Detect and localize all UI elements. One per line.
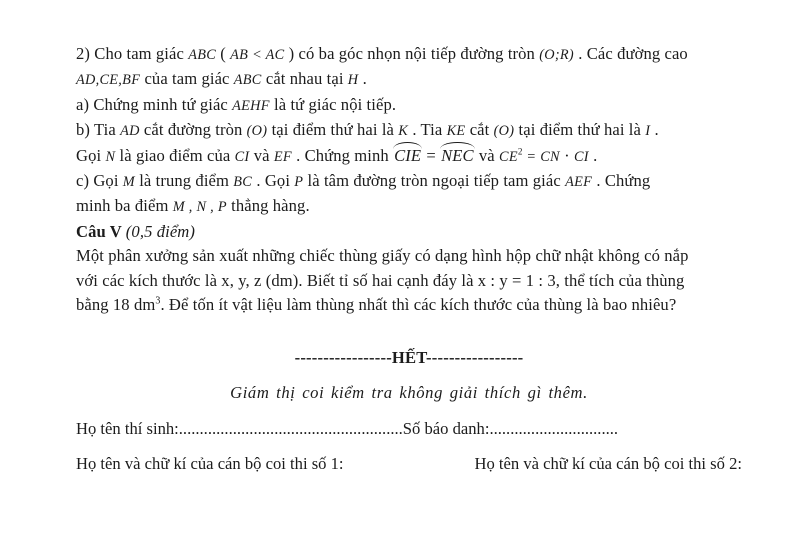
text-run: CI (234, 148, 250, 165)
text-run: là giao điểm của (115, 145, 235, 165)
text-run: . Chứng minh (291, 145, 394, 165)
text-run: BC (233, 174, 253, 191)
cau-v-line-3 (76, 293, 742, 317)
text-run: = (422, 145, 441, 165)
text-run: AEF (565, 174, 593, 191)
text-run: . Để tốn ít vật liệu làm thùng nhất thì các kích thước của thùng là bao nhiêu? (160, 295, 677, 315)
text-run: là tâm đường tròn ngoại tiếp tam giác (303, 171, 566, 191)
text-run: . Gọi (252, 171, 295, 191)
text-run: N (105, 148, 116, 165)
text-run: H (347, 72, 359, 89)
text-run: EF (273, 148, 292, 165)
text-run: cắt đường tròn (139, 120, 247, 140)
text-run: tại điểm thứ hai là (267, 120, 399, 140)
text-run: . Các đường cao (573, 44, 688, 63)
text-run: Gọi (76, 145, 106, 165)
text-run: . Tia (408, 120, 447, 140)
text-run: bằng 18 dm (76, 295, 156, 315)
text-run: của tam giác (140, 69, 234, 89)
text-run: và (249, 145, 274, 165)
text-run: cắt (465, 120, 494, 140)
examiner-signature-row (76, 454, 742, 474)
proctor-note: Giám thị coi kiểm tra không giải thích gì thêm. (230, 383, 588, 403)
text-run: · (559, 145, 574, 165)
text-run: Một phân xưởng sản xuất những chiếc thùng giấy có dạng hình hộp chữ nhật không có nắp (76, 246, 689, 266)
text-run: thẳng hàng. (226, 196, 310, 216)
text-run: AB < AC (230, 47, 285, 63)
text-run: CI (573, 148, 589, 165)
part-c-line-1 (76, 169, 742, 194)
problem-2-line-1 (76, 42, 742, 67)
candidate-name-line: Họ tên thí sinh:......................................................Số báo danh:............................... (76, 419, 619, 439)
text-run: với các kích thước là x, y, z (dm). Biết tỉ số hai cạnh đáy là x : y = 1 : 3, thể tích của thùng (76, 270, 685, 290)
text-run: (O) (493, 123, 515, 140)
text-run: (0,5 điểm) (125, 221, 195, 241)
text-run: c) Gọi (76, 171, 123, 191)
part-b-line-1 (76, 118, 742, 143)
part-c-line-2 (76, 194, 742, 219)
text-run: (O) (246, 123, 268, 140)
text-run: CE (499, 148, 518, 165)
text-run: CIE (393, 144, 422, 168)
text-run: là tứ giác nội tiếp. (269, 94, 397, 114)
text-run: và (474, 145, 499, 165)
text-run: KE (446, 123, 466, 140)
examiner-2-label: Họ tên và chữ kí của cán bộ coi thi số 2: (474, 454, 742, 474)
text-run: 2 (517, 146, 523, 157)
text-run: I (645, 123, 651, 140)
text-run: M (122, 174, 135, 191)
text-run: Câu V (76, 221, 126, 241)
cau-v-heading (76, 220, 742, 244)
text-run: b) Tia (76, 120, 121, 140)
text-run: AD (120, 123, 140, 140)
text-run: ( (216, 44, 231, 63)
text-run: tại điểm thứ hai là (514, 120, 646, 140)
text-run: . (650, 120, 659, 140)
examiner-1-label: Họ tên và chữ kí của cán bộ coi thi số 1: (76, 454, 344, 474)
text-run: ) có ba góc nhọn nội tiếp đường tròn (284, 44, 540, 63)
text-run: P (294, 174, 304, 191)
problem-2-line-2 (76, 67, 742, 92)
text-run: AD,CE,BF (76, 72, 141, 89)
text-run: a) Chứng minh tứ giác (76, 94, 233, 114)
text-run: CN (540, 148, 560, 165)
cau-v-line-1 (76, 244, 742, 268)
part-b-line-2 (76, 144, 742, 169)
text-run: K (398, 123, 409, 140)
exam-content (76, 42, 742, 474)
text-run: AEHF (232, 97, 270, 114)
text-run: ABC (188, 47, 217, 63)
text-run: 2) Cho tam giác (76, 44, 189, 63)
text-run: minh ba điểm (76, 196, 173, 216)
text-run: . Chứng (592, 171, 651, 191)
text-run: NEC (440, 144, 475, 168)
text-run: cắt nhau tại (261, 69, 348, 89)
text-run: là trung điểm (134, 171, 234, 191)
end-marker: -----------------HẾT----------------- (294, 348, 524, 368)
text-run: (O;R) (539, 47, 574, 63)
text-run: 3 (155, 295, 161, 307)
part-a-line (76, 93, 742, 118)
text-run: . (588, 145, 598, 165)
cau-v-line-2 (76, 269, 742, 293)
exam-body (76, 42, 742, 317)
text-run: . (358, 69, 367, 89)
text-run: = (522, 148, 541, 165)
text-run: M , N , P (172, 199, 227, 216)
text-run: ABC (233, 72, 262, 89)
